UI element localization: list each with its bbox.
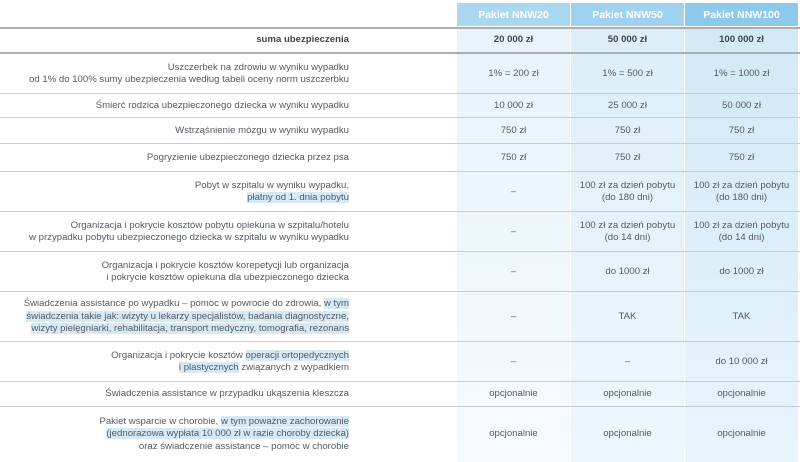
label-text: Wstrząśnienie mózgu w wyniku wypadku — [175, 124, 349, 136]
highlighted-text: operacji ortopedycznych — [245, 349, 349, 361]
value-cell-nnw50 — [571, 27, 684, 54]
value-cell-nnw50 — [571, 407, 684, 462]
row-label — [8, 292, 349, 342]
value-cell-nnw20 — [457, 382, 570, 407]
value-text: opcjonalnie — [489, 388, 538, 400]
value-cell-nnw20 — [457, 118, 570, 144]
row-label-line — [195, 180, 349, 193]
header-nnw50: Pakiet NNW50 — [571, 3, 684, 26]
value-text: 750 zł — [614, 151, 641, 163]
value-text: 750 zł — [614, 124, 641, 136]
row-label-line — [111, 350, 349, 363]
row-label — [8, 144, 349, 172]
value-text: 750 zł — [728, 151, 755, 163]
value-text: opcjonalnie — [603, 388, 652, 400]
label-text: i pokrycie kosztów opiekuna dla ubezpieczonego dziecka — [106, 272, 349, 283]
row-label-line — [105, 388, 349, 401]
value-text: 100 zł za dzień pobytu — [693, 179, 790, 191]
value-text: (do 14 dni) — [718, 232, 765, 243]
value-cell-nnw20 — [457, 27, 570, 54]
table-row — [0, 27, 800, 54]
row-label-line — [106, 272, 349, 285]
value-cell-nnw20 — [457, 94, 570, 118]
label-text: suma ubezpieczenia — [256, 34, 349, 46]
highlighted-text: w tym poważne zachorowanie — [221, 415, 349, 427]
highlighted-text: (jednorazowa wypłata 10 000 zł w razie choroby dziecka) — [106, 428, 349, 440]
row-label-line — [96, 100, 349, 113]
value-text: 750 zł — [500, 151, 527, 163]
row-label-line — [175, 125, 349, 138]
value-cell-nnw50 — [571, 252, 684, 292]
value-cell-nnw100 — [685, 292, 798, 342]
value-cell-nnw50 — [571, 144, 684, 172]
label-text: Organizacja i pokrycie kosztów — [111, 349, 246, 361]
value-cell-nnw20 — [457, 252, 570, 292]
label-text: Pakiet wsparcie w chorobie, — [99, 415, 222, 427]
value-text: 50 000 zł — [722, 99, 761, 111]
value-text: – — [510, 185, 517, 197]
value-cell-nnw20 — [457, 407, 570, 462]
row-label-line — [29, 232, 349, 245]
value-cell-nnw50 — [571, 118, 684, 144]
table-row — [0, 172, 800, 212]
row-label-line — [29, 74, 349, 87]
highlighted-text: płatny od 1. dnia pobytu — [247, 192, 349, 203]
label-text: Świadczenia assistance po wypadku – pomoc w powrocie do zdrowia, — [23, 298, 324, 310]
value-cell-nnw20 — [457, 292, 570, 342]
value-cell-nnw50 — [571, 292, 684, 342]
value-cell-nnw100 — [685, 172, 798, 212]
label-text: od 1% do 100% sumy ubezpieczenia według tabeli oceny norm uszczerbku — [29, 74, 349, 85]
row-label — [8, 382, 349, 407]
row-label-line — [31, 323, 349, 336]
label-text: związanych z wypadkiem — [238, 362, 349, 373]
value-text: (do 180 dni) — [715, 192, 768, 203]
row-label — [8, 252, 349, 292]
header-nnw100: Pakiet NNW100 — [685, 3, 798, 26]
value-cell-nnw100 — [685, 342, 798, 382]
row-label — [8, 407, 349, 462]
table-row — [0, 54, 800, 94]
label-text: Śmierć rodzica ubezpieczonego dziecka w wyniku wypadku — [95, 99, 349, 111]
value-text: 1% = 500 zł — [602, 67, 653, 79]
value-text: – — [510, 355, 517, 367]
row-label-line — [24, 298, 349, 311]
table-row — [0, 407, 800, 462]
row-label — [8, 27, 349, 54]
row-label-line — [26, 311, 349, 324]
value-text: TAK — [732, 310, 751, 322]
label-text: w przypadku pobytu ubezpieczonego dziecka w szpitalu w wyniku wypadku — [29, 232, 349, 243]
value-cell-nnw100 — [685, 118, 798, 144]
value-cell-nnw50 — [571, 382, 684, 407]
row-label-line — [106, 428, 349, 441]
label-text: oraz świadczenie assistance – pomoc w chorobie — [138, 440, 349, 452]
highlighted-text: wizyty pielęgniarki, rehabilitacja, transport medyczny, tomografia, rezonans — [31, 323, 349, 335]
value-cell-nnw100 — [685, 94, 798, 118]
table-top-divider — [0, 27, 800, 29]
value-cell-nnw20 — [457, 172, 570, 212]
row-label-line — [179, 362, 349, 375]
value-text: opcjonalnie — [717, 428, 766, 440]
value-text: 750 zł — [728, 124, 755, 136]
value-cell-nnw20 — [457, 54, 570, 94]
value-cell-nnw50 — [571, 94, 684, 118]
row-label — [8, 118, 349, 144]
value-cell-nnw20 — [457, 342, 570, 382]
row-label-line — [256, 34, 349, 47]
value-text: (do 14 dni) — [604, 232, 651, 243]
table-row — [0, 144, 800, 172]
row-label — [8, 212, 349, 252]
table-row — [0, 292, 800, 342]
value-cell-nnw50 — [571, 54, 684, 94]
value-cell-nnw50 — [571, 212, 684, 252]
value-cell-nnw50 — [571, 172, 684, 212]
row-label-line — [99, 416, 349, 429]
table-row — [0, 118, 800, 144]
table-row — [0, 252, 800, 292]
label-text: Organizacja i pokrycie kosztów korepetycji lub organizacja — [101, 259, 349, 271]
row-label — [8, 172, 349, 212]
label-text: Pogryzienie ubezpieczonego dziecka przez psa — [146, 151, 349, 163]
value-text: 50 000 zł — [607, 34, 648, 46]
value-cell-nnw20 — [457, 144, 570, 172]
row-label-line — [71, 220, 349, 233]
value-text: – — [510, 265, 517, 277]
value-cell-nnw20 — [457, 212, 570, 252]
value-text: opcjonalnie — [603, 428, 652, 440]
value-text: 20 000 zł — [493, 34, 534, 46]
header-nnw20: Pakiet NNW20 — [457, 3, 570, 26]
value-cell-nnw100 — [685, 27, 798, 54]
row-label — [8, 54, 349, 94]
value-cell-nnw100 — [685, 382, 798, 407]
value-text: (do 180 dni) — [601, 192, 654, 203]
row-label-line — [139, 441, 349, 454]
highlighted-text: i plastycznych — [178, 362, 239, 373]
value-cell-nnw100 — [685, 252, 798, 292]
value-text: 1% = 200 zł — [488, 67, 539, 79]
label-text: Organizacja i pokrycie kosztów pobytu opiekuna w szpitalu/hotelu — [70, 219, 349, 231]
value-cell-nnw100 — [685, 212, 798, 252]
value-text: – — [624, 355, 631, 367]
row-label-line — [168, 62, 349, 75]
value-text: do 10 000 zł — [715, 355, 768, 367]
value-text: do 1000 zł — [719, 265, 764, 277]
table-row — [0, 342, 800, 382]
value-text: 100 zł za dzień pobytu — [579, 179, 676, 191]
value-text: do 1000 zł — [605, 265, 650, 277]
value-text: opcjonalnie — [717, 388, 766, 400]
value-cell-nnw50 — [571, 342, 684, 382]
value-text: – — [510, 225, 517, 237]
value-text: opcjonalnie — [489, 428, 538, 440]
value-text: 100 000 zł — [719, 34, 764, 46]
value-cell-nnw100 — [685, 144, 798, 172]
row-label-line — [102, 260, 349, 273]
value-cell-nnw100 — [685, 54, 798, 94]
value-text: 100 zł za dzień pobytu — [579, 219, 676, 231]
row-label — [8, 342, 349, 382]
value-text: – — [510, 310, 517, 322]
table-row — [0, 382, 800, 407]
table-row — [0, 212, 800, 252]
value-text: TAK — [618, 310, 637, 322]
row-label-line — [247, 192, 349, 205]
value-text: 1% = 1000 zł — [713, 67, 770, 79]
label-text: Uszczerbek na zdrowiu w wyniku wypadku — [167, 61, 349, 73]
value-text: 25 000 zł — [608, 99, 647, 111]
table-row — [0, 94, 800, 118]
highlighted-text: w tym — [323, 298, 349, 310]
highlighted-text: świadczenia takie jak: wizyty u lekarzy specjalistów, badania diagnostyczne, — [26, 310, 349, 322]
label-text: Świadczenia assistance w przypadku ukąszenia kleszcza — [105, 388, 349, 400]
value-cell-nnw100 — [685, 407, 798, 462]
value-text: 100 zł za dzień pobytu — [693, 219, 790, 231]
label-text: Pobyt w szpitalu w wyniku wypadku, — [194, 179, 349, 191]
row-label-line — [147, 152, 349, 165]
row-label — [8, 94, 349, 118]
value-text: 10 000 zł — [494, 99, 533, 111]
value-text: 750 zł — [500, 124, 527, 136]
